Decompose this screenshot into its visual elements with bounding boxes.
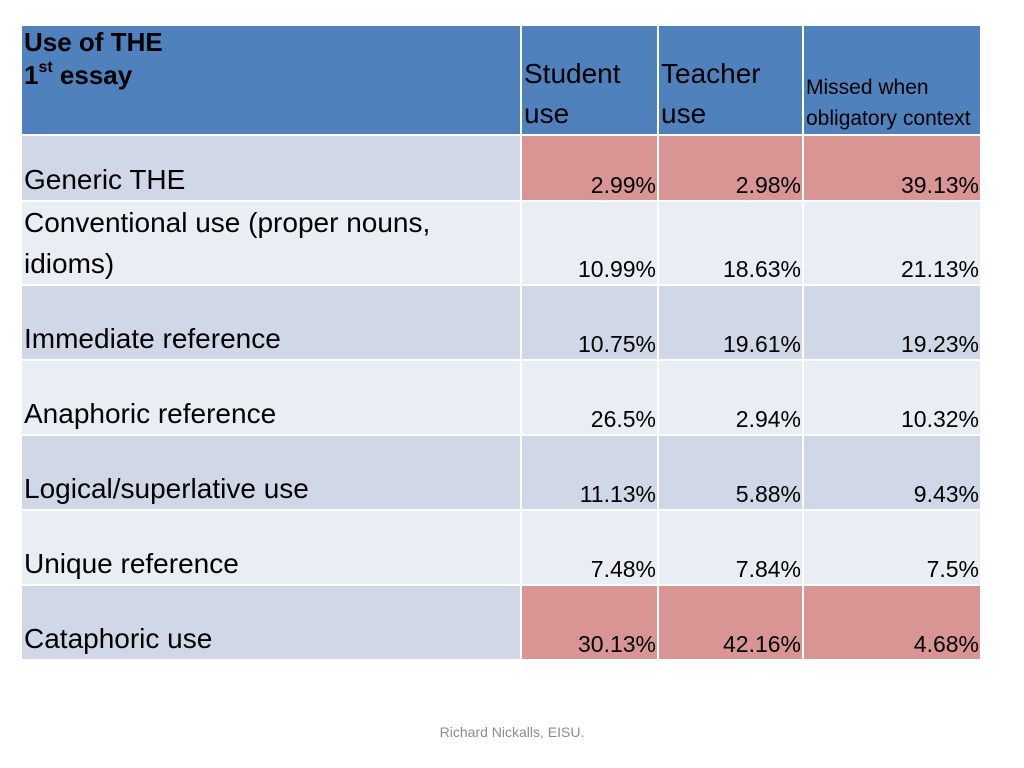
student-use-value: 2.99% bbox=[521, 135, 658, 201]
header-row bbox=[21, 25, 981, 135]
header-missed-obligatory: Missed when obligatory context bbox=[803, 25, 981, 135]
student-use-value: 10.75% bbox=[521, 285, 658, 360]
student-use-value: 11.13% bbox=[521, 435, 658, 510]
student-use-value: 26.5% bbox=[521, 360, 658, 435]
row-category: Logical/superlative use bbox=[21, 435, 521, 510]
title-essay-label: essay bbox=[52, 60, 133, 90]
table-row bbox=[21, 201, 981, 285]
table-row bbox=[21, 585, 981, 660]
row-category: Cataphoric use bbox=[21, 585, 521, 660]
table-title-header bbox=[21, 25, 521, 135]
title-ordinal-number: 1 bbox=[24, 60, 39, 90]
teacher-use-value: 18.63% bbox=[658, 201, 803, 285]
teacher-use-value: 19.61% bbox=[658, 285, 803, 360]
missed-value: 9.43% bbox=[803, 435, 981, 510]
teacher-use-value: 42.16% bbox=[658, 585, 803, 660]
row-category: Generic THE bbox=[21, 135, 521, 201]
data-table bbox=[20, 24, 982, 661]
student-use-value: 30.13% bbox=[521, 585, 658, 660]
missed-value: 39.13% bbox=[803, 135, 981, 201]
row-category: Immediate reference bbox=[21, 285, 521, 360]
footer-credit: Richard Nickalls, EISU. bbox=[439, 724, 585, 740]
row-category: Unique reference bbox=[21, 510, 521, 585]
missed-value: 21.13% bbox=[803, 201, 981, 285]
header-teacher-use: Teacher use bbox=[658, 25, 803, 135]
table-row bbox=[21, 510, 981, 585]
row-category: Conventional use (proper nouns, idioms) bbox=[21, 201, 521, 285]
missed-value: 7.5% bbox=[803, 510, 981, 585]
title-line-2 bbox=[24, 60, 132, 90]
table-row bbox=[21, 285, 981, 360]
teacher-use-value: 5.88% bbox=[658, 435, 803, 510]
title-ordinal-suffix: st bbox=[38, 59, 53, 77]
header-student-use: Student use bbox=[521, 25, 658, 135]
student-use-value: 10.99% bbox=[521, 201, 658, 285]
teacher-use-value: 2.98% bbox=[658, 135, 803, 201]
teacher-use-value: 2.94% bbox=[658, 360, 803, 435]
table-row bbox=[21, 135, 981, 201]
row-category: Anaphoric reference bbox=[21, 360, 521, 435]
table-row bbox=[21, 435, 981, 510]
missed-value: 4.68% bbox=[803, 585, 981, 660]
student-use-value: 7.48% bbox=[521, 510, 658, 585]
table-row bbox=[21, 360, 981, 435]
missed-value: 10.32% bbox=[803, 360, 981, 435]
missed-value: 19.23% bbox=[803, 285, 981, 360]
teacher-use-value: 7.84% bbox=[658, 510, 803, 585]
title-line-1: Use of THE bbox=[24, 27, 163, 57]
